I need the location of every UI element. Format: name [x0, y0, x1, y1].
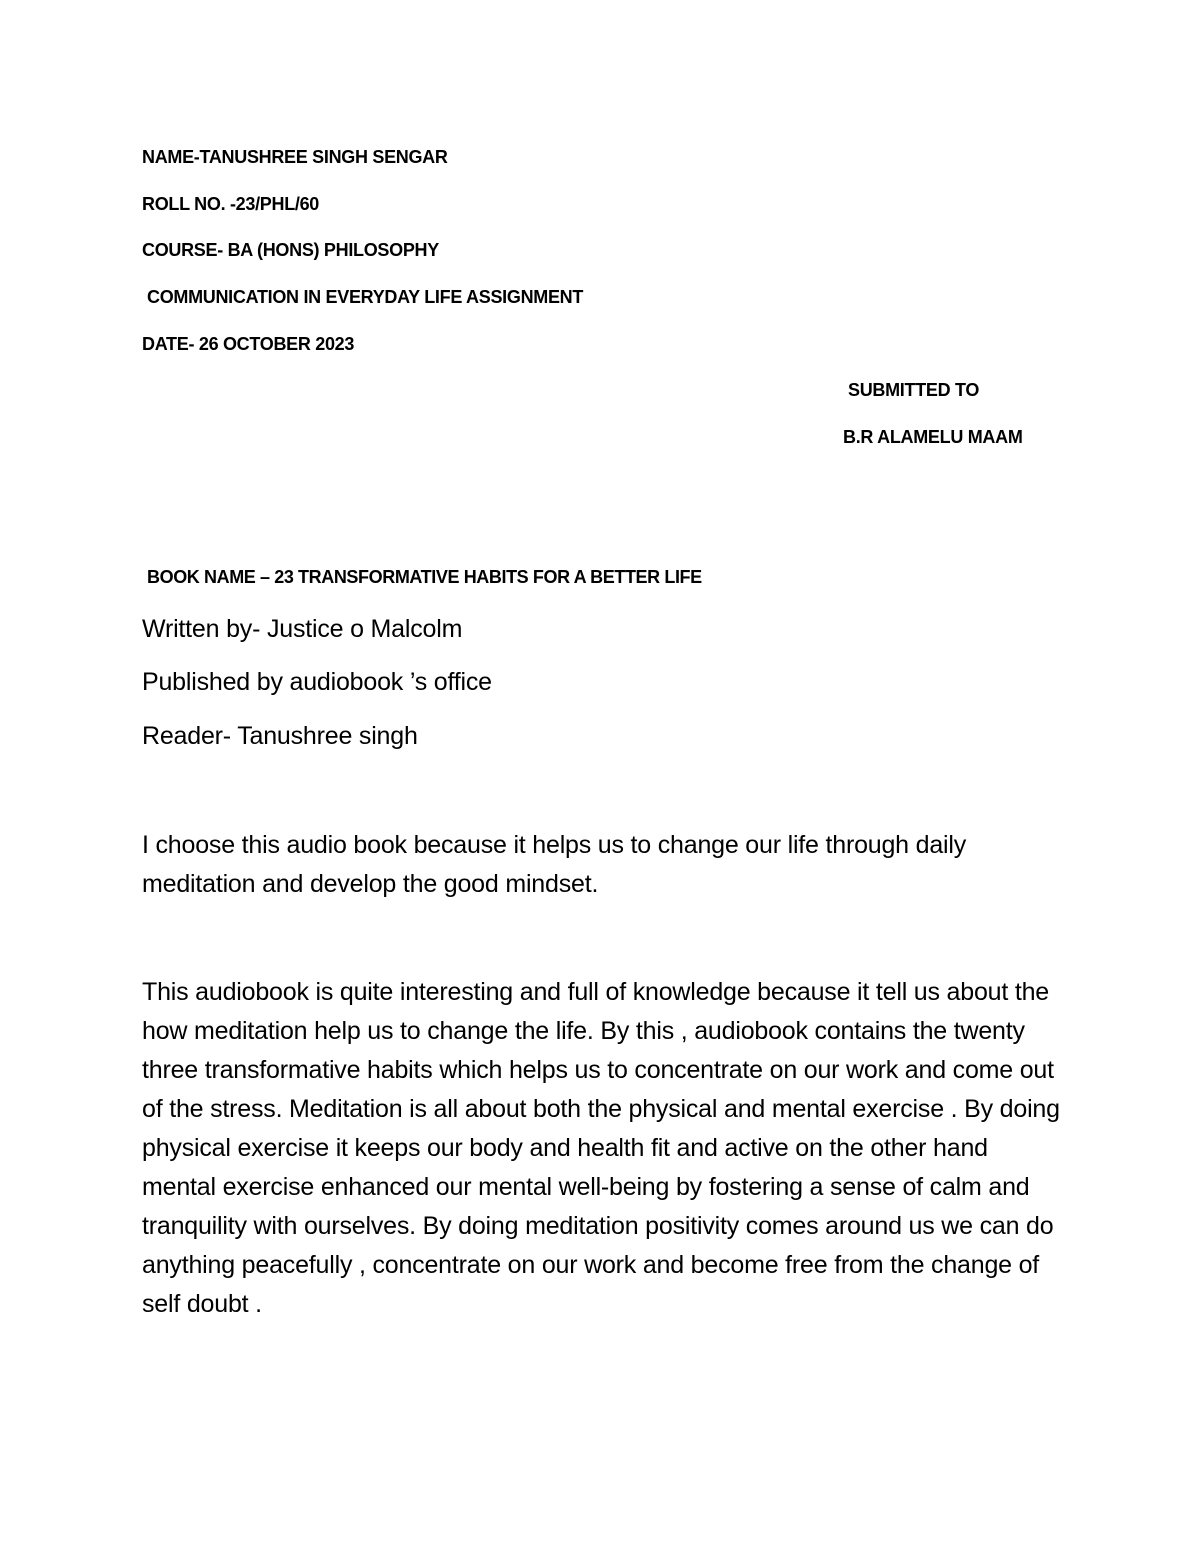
- roll-number: ROLL NO. -23/PHL/60: [142, 194, 320, 214]
- course: COURSE- BA (HONS) PHILOSOPHY: [142, 240, 439, 260]
- paragraph-review: This audiobook is quite interesting and full of knowledge because it tell us about the how meditation help us to change the life. By this , audiobook contains the twenty three transformative habits which helps us to concentrate on our work and come out of the stress. Meditation is all about both the physical and mental exercise . By doing physical exercise it keeps our body and health fit and active on the other hand mental exercise enhanced our mental well-being by fostering a sense of calm and tranquility with ourselves. By doing meditation positivity comes around us we can do anything peacefully , concentrate on our work and become free from the change of self doubt .: [142, 978, 1060, 1318]
- student-name: NAME-TANUSHREE SINGH SENGAR: [142, 147, 448, 167]
- book-reader: Reader- Tanushree singh: [142, 722, 418, 750]
- submitted-to-label: SUBMITTED TO: [848, 380, 980, 400]
- book-author: Written by- Justice o Malcolm: [142, 615, 463, 643]
- book-publisher: Published by audiobook ’s office: [142, 668, 492, 696]
- paragraph-reason: I choose this audio book because it helps us to change our life through daily meditation and develop the good mindset.: [142, 831, 967, 898]
- recipient-name: B.R ALAMELU MAAM: [843, 427, 1023, 447]
- assignment-title: COMMUNICATION IN EVERYDAY LIFE ASSIGNMENT: [147, 287, 584, 307]
- date: DATE- 26 OCTOBER 2023: [142, 334, 355, 354]
- book-title: BOOK NAME – 23 TRANSFORMATIVE HABITS FOR A BETTER LIFE: [147, 567, 702, 587]
